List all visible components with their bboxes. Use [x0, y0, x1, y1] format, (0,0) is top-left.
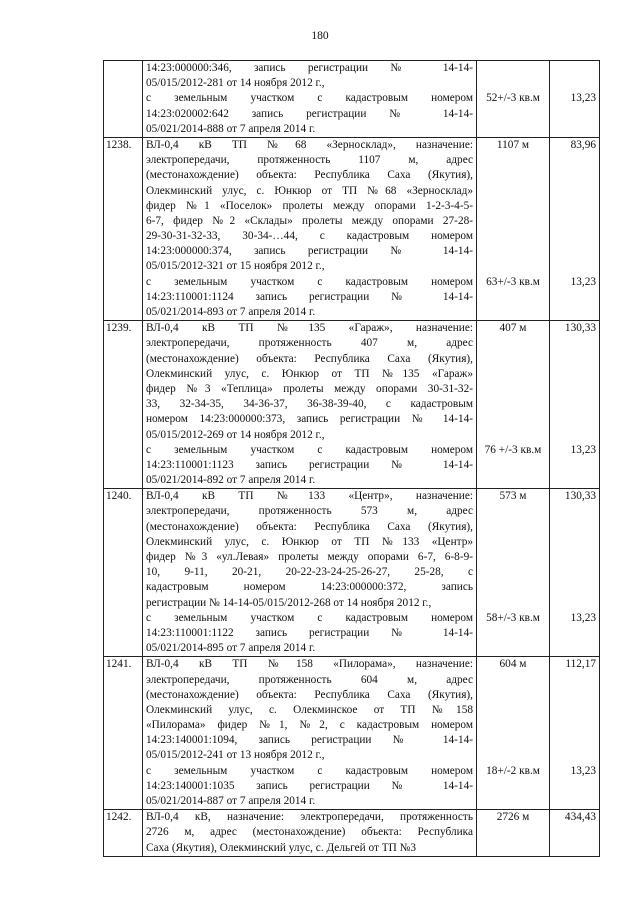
description-line: с земельным участком с кадастровым номером: [146, 275, 473, 288]
spacer: [550, 184, 599, 199]
description-line: кадастровым номером 14:23:000000:372, запись: [146, 581, 473, 594]
description-line: 33, 32-34-35, 34-36-37, 36-38-39-40, с кадастровым: [146, 398, 473, 411]
spacer: [477, 565, 549, 580]
price-value: 112,17: [565, 658, 596, 671]
spacer: [550, 153, 599, 168]
spacer: [477, 688, 549, 703]
description-line: электропередачи, протяженность 604 м, адрес: [146, 673, 473, 686]
spacer: [477, 673, 549, 688]
row-number-cell: 1241.: [104, 657, 143, 810]
description-line: Олекминский улус, с. Юнкюр от ТП №68 «Зерносклад»: [146, 184, 473, 197]
description-line: электропередачи, протяженность 573 м, адрес: [146, 505, 473, 518]
spacer: [550, 336, 599, 351]
description-line: номером 14:23:000000:373, запись регистрации № 14-14-: [146, 413, 473, 426]
spacer: [477, 412, 549, 427]
spacer: [477, 550, 549, 565]
value-cell: [550, 657, 600, 810]
row-number-cell: 1242.: [104, 810, 143, 857]
description-line: 14:23:000000:346, запись регистрации № 14-14-: [146, 62, 473, 74]
description-line: 14:23:000000:374, запись регистрации № 14-14-: [146, 245, 473, 258]
spacer: [550, 382, 599, 397]
spacer: [477, 580, 549, 595]
spacer: [477, 703, 549, 718]
row-number-cell: 1240.: [104, 489, 143, 657]
description-line: ВЛ-0,4 кВ ТП №68 «Зерносклад», назначение:: [146, 138, 473, 151]
spacer: [477, 244, 549, 259]
spacer: [477, 535, 549, 550]
description-line: электропередачи, протяженность 1107 м, адрес: [146, 154, 473, 167]
length-value: 573 м: [499, 490, 527, 503]
length-area-cell: [477, 657, 550, 810]
spacer: [550, 61, 599, 76]
spacer: [477, 184, 549, 199]
spacer: [550, 565, 599, 580]
price-value: 434,43: [564, 811, 596, 824]
description-line: (местонахождение) объекта: Республика Саха (Якутия),: [146, 169, 473, 182]
spacer: [550, 397, 599, 412]
description-line: 05/015/2012-269 от 14 ноября 2012 г.,: [146, 428, 325, 441]
description-line: 05/015/2012-281 от 14 ноября 2012 г.,: [146, 77, 325, 90]
spacer: [550, 596, 599, 611]
length-area-cell: [477, 489, 550, 657]
spacer: [550, 688, 599, 703]
table-row: [104, 489, 600, 657]
description-line: 05/021/2014-893 от 7 апреля 2014 г.: [146, 306, 316, 318]
spacer: [550, 535, 599, 550]
description-line: 29-30-31-32-33, 30-34-…44, с кадастровым номером: [146, 230, 473, 243]
description-line: 05/021/2014-895 от 7 апреля 2014 г.: [146, 642, 316, 655]
spacer: [477, 199, 549, 214]
description-line: 05/021/2014-892 от 7 апреля 2014 г.: [146, 474, 316, 487]
table-row: [104, 321, 600, 489]
price-value: 83,96: [570, 138, 596, 151]
spacer: [477, 733, 549, 748]
spacer: [477, 229, 549, 244]
table-row: [104, 137, 600, 320]
description-line: (местонахождение) объекта: Республика Саха (Якутия),: [146, 352, 473, 365]
table-row: [104, 657, 600, 810]
spacer: [477, 259, 549, 274]
land-area-value: 76 +/-3 кв.м: [484, 443, 542, 456]
length-area-cell: [477, 321, 550, 489]
page-number: 180: [311, 30, 329, 42]
value-cell: [550, 321, 600, 489]
spacer: [477, 76, 549, 91]
value-cell: [550, 61, 600, 138]
description-cell: [143, 61, 477, 138]
land-area-value: 63+/-3 кв.м: [486, 275, 540, 288]
spacer: [550, 748, 599, 763]
spacer: [550, 718, 599, 733]
description-line: 10, 9-11, 20-21, 20-22-23-24-25-26-27, 25-28, с: [146, 566, 473, 579]
description-line: с земельным участком с кадастровым номером: [146, 443, 473, 456]
spacer: [550, 76, 599, 91]
description-line: 14:23:140001:1035 запись регистрации № 14-14-: [146, 779, 473, 792]
spacer: [550, 580, 599, 595]
description-line: 05/015/2012-321 от 15 ноября 2012 г.,: [146, 260, 325, 273]
description-line: ВЛ-0,4 кВ ТП №133 «Центр», назначение:: [146, 490, 473, 503]
description-cell: [143, 810, 477, 857]
length-area-cell: [477, 137, 550, 320]
price-value: 130,33: [564, 490, 596, 503]
row-number-cell: 1239.: [104, 321, 143, 489]
spacer: [550, 733, 599, 748]
spacer: [550, 352, 599, 367]
land-price-value: 13,23: [570, 443, 596, 456]
spacer: [550, 703, 599, 718]
description-line: ВЛ-0,4 кВ, назначение: электропередачи, протяженность: [146, 811, 473, 824]
table-row: [104, 61, 600, 138]
row-number-cell: [104, 61, 143, 138]
spacer: [477, 520, 549, 535]
description-line: 05/015/2012-241 от 13 ноября 2012 г.,: [146, 749, 325, 762]
description-cell: [143, 489, 477, 657]
spacer: [550, 504, 599, 519]
row-number-cell: 1238.: [104, 137, 143, 320]
description-line: ВЛ-0,4 кВ ТП №135 «Гараж», назначение:: [146, 322, 473, 335]
description-line: Олекминский улус, с. Юнкюр от ТП №135 «Гараж»: [146, 367, 473, 380]
spacer: [477, 336, 549, 351]
price-value: 130,33: [564, 322, 596, 335]
land-area-value: 58+/-3 кв.м: [486, 611, 540, 624]
description-line: 05/021/2014-888 от 7 апреля 2014 г.: [146, 122, 316, 135]
land-area-value: 52+/-3 кв.м: [486, 92, 540, 105]
description-line: фидер №1 «Поселок» пролеты между опорами 1-2-3-4-5-: [146, 199, 473, 212]
description-cell: [143, 321, 477, 489]
spacer: [550, 673, 599, 688]
description-line: Саха (Якутия), Олекминский улус, с. Дельгей от ТП №3: [146, 841, 417, 854]
spacer: [550, 229, 599, 244]
description-cell: [143, 137, 477, 320]
spacer: [477, 596, 549, 611]
length-area-cell: [477, 61, 550, 138]
land-price-value: 13,23: [570, 275, 596, 288]
spacer: [550, 520, 599, 535]
description-cell: [143, 657, 477, 810]
description-line: с земельным участком с кадастровым номером: [146, 764, 473, 777]
value-cell: [550, 489, 600, 657]
spacer: [477, 214, 549, 229]
spacer: [477, 748, 549, 763]
description-line: 14:23:020002:642 запись регистрации № 14-14-: [146, 107, 473, 120]
spacer: [550, 412, 599, 427]
spacer: [477, 153, 549, 168]
description-line: (местонахождение) объекта: Республика Саха (Якутия),: [146, 688, 473, 701]
spacer: [550, 428, 599, 443]
registry-table: [103, 60, 600, 857]
spacer: [550, 214, 599, 229]
description-line: 14:23:140001:1094, запись регистрации № 14-14-: [146, 734, 473, 747]
value-cell: [550, 137, 600, 320]
length-area-cell: [477, 810, 550, 857]
land-price-value: 13,23: [570, 764, 596, 777]
spacer: [477, 352, 549, 367]
length-value: 1107 м: [496, 138, 530, 151]
table-row: [104, 810, 600, 857]
spacer: [550, 244, 599, 259]
description-line: 14:23:110001:1124 запись регистрации № 14-14-: [146, 290, 473, 303]
length-value: 604 м: [499, 658, 527, 671]
description-line: фидер №3 «ул.Левая» пролеты между опорами 6-7, 6-8-9-: [146, 551, 473, 563]
length-value: 407 м: [499, 322, 527, 335]
length-value: 2726 м: [496, 811, 530, 824]
land-area-value: 18+/-2 кв.м: [486, 764, 540, 777]
spacer: [550, 199, 599, 214]
description-line: с земельным участком с кадастровым номером: [146, 92, 473, 105]
spacer: [477, 61, 549, 76]
spacer: [550, 259, 599, 274]
spacer: [477, 382, 549, 397]
spacer: [550, 367, 599, 382]
spacer: [477, 504, 549, 519]
description-line: ВЛ-0,4 кВ ТП №158 «Пилорама», назначение:: [146, 658, 473, 671]
land-price-value: 13,23: [570, 611, 596, 624]
description-line: электропередачи, протяженность 407 м, адрес: [146, 337, 473, 350]
value-cell: [550, 810, 600, 857]
spacer: [477, 718, 549, 733]
description-line: 05/021/2014-887 от 7 апреля 2014 г.: [146, 795, 316, 807]
description-line: 2726 м, адрес (местонахождение) объекта: Республика: [146, 826, 473, 839]
description-line: фидер №3 «Теплица» пролеты между опорами 30-31-32-: [146, 382, 473, 395]
spacer: [477, 428, 549, 443]
description-line: (местонахождение) объекта: Республика Саха (Якутия),: [146, 520, 473, 533]
description-line: 14:23:110001:1122 запись регистрации № 14-14-: [146, 626, 473, 639]
description-line: регистрации № 14-14-05/015/2012-268 от 14 ноября 2012 г.,: [146, 596, 432, 609]
spacer: [550, 168, 599, 183]
description-line: Олекминский улус, с. Олекминское от ТП №158: [146, 703, 473, 716]
registry-body: [104, 61, 600, 857]
description-line: Олекминский улус, с. Юнкюр от ТП №133 «Центр»: [146, 535, 473, 548]
description-line: с земельным участком с кадастровым номером: [146, 611, 473, 624]
spacer: [477, 168, 549, 183]
description-line: 14:23:110001:1123 запись регистрации № 14-14-: [146, 458, 473, 471]
spacer: [550, 550, 599, 565]
spacer: [477, 367, 549, 382]
description-line: 6-7, фидер №2 «Склады» пролеты между опорами 27-28-: [146, 214, 473, 227]
land-price-value: 13,23: [570, 92, 596, 105]
description-line: «Пилорама» фидер №1, №2, с кадастровым номером: [146, 719, 473, 732]
spacer: [477, 397, 549, 412]
